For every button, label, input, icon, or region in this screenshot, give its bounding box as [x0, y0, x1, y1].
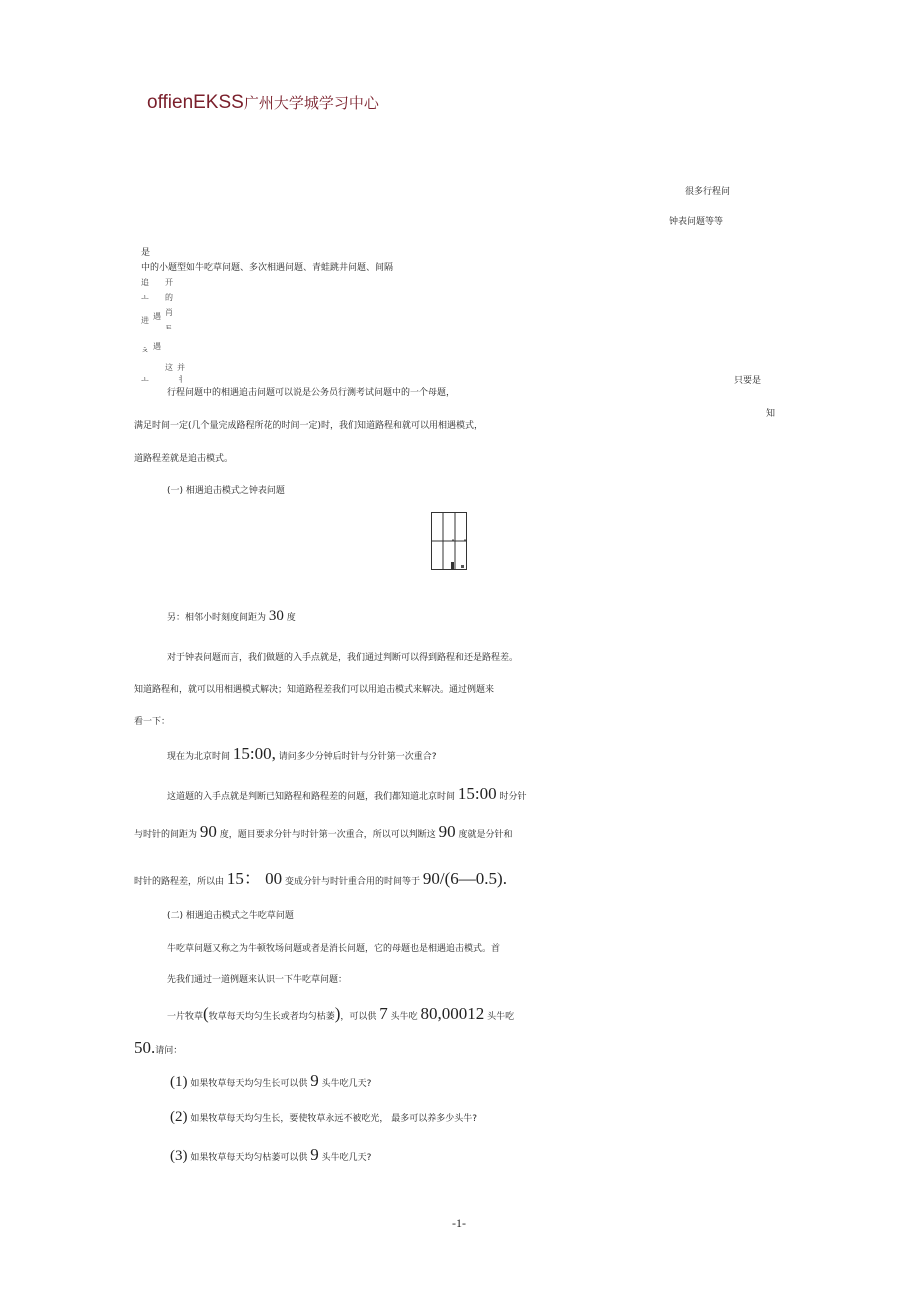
fragment-right-1: 很多行程问 [685, 187, 731, 197]
subq-3-num: 9 [310, 1145, 319, 1164]
fragment-col3-1: 遇 [153, 312, 161, 321]
example-post: 请问： [155, 1046, 183, 1056]
example-line2 [134, 1038, 182, 1058]
answer-l1-pre: 这道题的入手点就是判断已知路程和路程差的问题，我们都知道北京时间 [167, 792, 456, 802]
question-post: 请问多少分钟后时针与分针第一次重合? [278, 752, 437, 762]
question-time: 15:00, [232, 744, 276, 763]
answer-l1-time: 15:00 [457, 784, 497, 803]
answer-line1 [167, 784, 527, 804]
brand-latin: offienEKSS [147, 92, 244, 113]
example-mid2: 头牛吃 [390, 1012, 418, 1022]
example-n1: 7 [379, 1004, 388, 1023]
clock-diagram [431, 512, 467, 570]
answer-line3 [134, 864, 507, 889]
fragment-col2-1: 开 [165, 278, 173, 287]
subq-1 [170, 1071, 371, 1091]
subq-2-post: 最多可以养多少头牛? [391, 1114, 478, 1124]
question-line [167, 744, 437, 764]
subq-1-label: (1) [170, 1074, 188, 1090]
section2-title: (二) 相遇追击模式之牛吃草问题 [167, 911, 294, 921]
para3-line2: 先我们通过一道例题来认识一下牛吃草问题： [167, 975, 348, 985]
para3-line1: 牛吃草问题又称之为牛顿牧场问题或者是消长问题，它的母题也是相遇追击模式。首 [167, 944, 501, 954]
question-pre: 现在为北京时间 [167, 752, 231, 762]
example-n3: 50. [134, 1038, 156, 1057]
page-number: -1- [452, 1216, 466, 1230]
fragment-col3-4: ㅕ [177, 375, 185, 384]
example-mid3: 头牛吃 [487, 1012, 515, 1022]
answer-l2-post: 度就是分针和 [458, 830, 513, 840]
subq-1-post: 头牛吃几天? [321, 1079, 372, 1089]
fragment-col1-4: ㅊ [141, 346, 149, 355]
fragment-col1-2: ㅗ [141, 293, 149, 302]
fragment-col2-2: 的 [165, 293, 173, 302]
answer-line2 [134, 822, 513, 842]
example-pre: 一片牧草 [167, 1012, 204, 1022]
example-n2: 80,00012 [420, 1004, 485, 1023]
note-post: 度 [286, 613, 296, 623]
subq-3 [170, 1145, 371, 1165]
fragment-right-3: 只要是 [734, 376, 762, 386]
example-mid1: ，可以供 [340, 1012, 377, 1022]
answer-l3-mid: 变成分针与时针重合用的时间等于 [285, 877, 421, 887]
example-paren-open: ( [203, 1004, 209, 1023]
answer-l1-post: 时分针 [499, 792, 527, 802]
diagram-mark-1 [451, 562, 454, 569]
subq-2-pre: 如果牧草每天均匀生长，要使牧草永远不被吃光， [190, 1114, 389, 1124]
fragment-right-2: 钟表问题等等 [669, 217, 724, 227]
subq-2 [170, 1109, 477, 1126]
example-paren-text: 牧草每天均匀生长或者均匀枯萎 [208, 1012, 335, 1022]
subq-1-pre: 如果牧草每天均匀生长可以供 [190, 1079, 308, 1089]
answer-l2-num2: 90 [438, 822, 456, 841]
fragment-col2-4: ㅌ [165, 323, 173, 332]
subq-2-label: (2) [170, 1109, 188, 1125]
answer-l3-time: 15： 00 [226, 869, 283, 888]
para1-line1: 行程问题中的相遇追击问题可以说是公务员行测考试问题中的一个母题， [167, 388, 456, 398]
fragment-col3-3: 并 [177, 363, 185, 372]
subq-3-post: 头牛吃几天? [321, 1153, 372, 1163]
fragment-left-line: 中的小题型如牛吃草问题、多次相遇问题、青蛙跳井问题、间隔 [141, 263, 394, 273]
answer-l3-expr: 90/(6—0.5). [422, 869, 507, 888]
brand-cn: 广州大学城学习中心 [243, 94, 379, 112]
example-paren-close: ) [334, 1004, 341, 1023]
diagram-dot-1 [452, 539, 454, 541]
answer-l2-mid: 度，题目要求分针与时针第一次重合，所以可以判断这 [219, 830, 436, 840]
note-number: 30 [268, 608, 284, 624]
para1-line3: 道路程差就是追击模式。 [134, 454, 234, 464]
fragment-right-4: 知 [766, 409, 776, 419]
example-line1 [167, 1004, 514, 1024]
subq-1-num: 9 [310, 1071, 319, 1090]
fragment-col1-1: 追 [141, 278, 149, 287]
para2-line1: 对于钟表问题而言，我们做题的入手点就是，我们通过判断可以得到路程和还是路程差。 [167, 653, 519, 663]
header-brand [147, 92, 379, 114]
para2-line2: 知道路程和，就可以用相遇模式解决；知道路程差我们可以用追击模式来解决。通过例题来 [134, 685, 495, 695]
fragment-left-shi: 是 [141, 248, 151, 258]
diagram-mark-2 [461, 565, 464, 568]
subq-3-label: (3) [170, 1148, 188, 1164]
para1-line2: 满足时间一定(几个量完成路程所花的时间一定)时，我们知道路程和就可以用相遇模式， [134, 421, 484, 431]
note-line [167, 608, 296, 625]
fragment-col2-3: 肖 [165, 308, 173, 317]
diagram-dot-2 [464, 539, 466, 541]
para2-line3: 看一下： [134, 717, 171, 727]
fragment-col3-2: 遇 [153, 342, 161, 351]
section1-title: (一) 相遇追击模式之钟表问题 [167, 486, 285, 496]
fragment-col2-5: 这 [165, 363, 173, 372]
fragment-col1-5: ㅗ [141, 375, 149, 384]
answer-l2-num1: 90 [199, 822, 217, 841]
answer-l3-pre: 时针的路程差，所以由 [134, 877, 225, 887]
note-pre: 另：相邻小时刻度间距为 [167, 613, 267, 623]
subq-3-pre: 如果牧草每天均匀枯萎可以供 [190, 1153, 308, 1163]
fragment-col1-3: 进 [141, 316, 149, 325]
answer-l2-pre: 与时针的间距为 [134, 830, 198, 840]
